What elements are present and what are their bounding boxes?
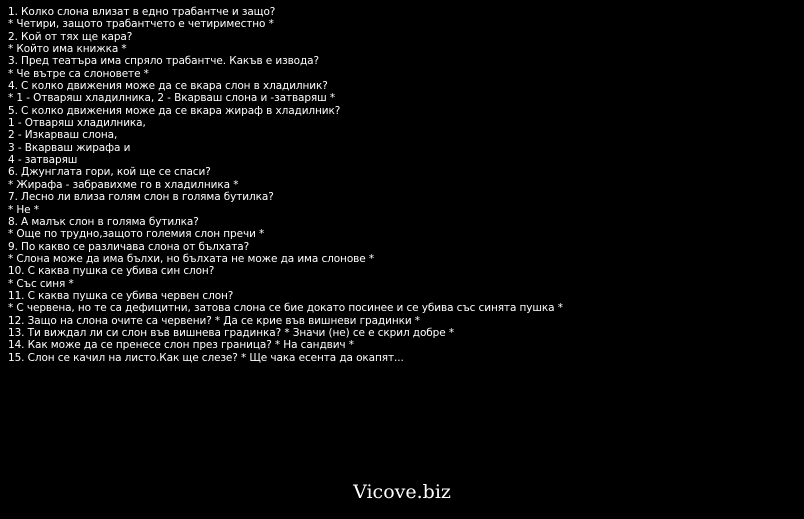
- text-line: 7. Лесно ли влиза голям слон в голяма бутилка?: [8, 191, 274, 204]
- text-line: 11. С каква пушка се убива червен слон?: [8, 289, 234, 302]
- text-line: 15. Слон се качил на листо.Как ще слезе? * Ще чака есента да окапят...: [8, 351, 404, 364]
- text-line: 5. С колко движения може да се вкара жираф в хладилник?: [8, 104, 341, 117]
- text-line: * Със синя *: [8, 277, 74, 290]
- text-line: 3. Пред театъра има спряло трабантче. Какъв е извода?: [8, 55, 319, 68]
- text-line: 3 - Вкарваш жирафа и: [8, 141, 131, 154]
- text-line: * С червена, но те са дефицитни, затова слона се бие докато посинее и се убива със синята пушка *: [8, 302, 563, 315]
- text-line: * Жирафа - забравихме го в хладилника *: [8, 178, 239, 191]
- site-name-footer: Vicove.biz: [353, 481, 451, 503]
- text-line: * Че вътре са слоновете *: [8, 67, 149, 80]
- text-line: 10. С каква пушка се убива син слон?: [8, 265, 215, 278]
- jokes-text-block: [8, 6, 568, 364]
- text-line: * Още по трудно,защото големия слон пречи *: [8, 228, 265, 241]
- text-line: * Четири, защото трабантчето е четириместно *: [8, 18, 274, 31]
- text-line: 2 - Изкарваш слона,: [8, 129, 118, 142]
- text-line: * Слона може да има бълхи, но бълхата не може да има слонове *: [8, 252, 374, 265]
- text-line: 1 - Отваряш хладилника,: [8, 117, 146, 130]
- text-line: 2. Кой от тях ще кара?: [8, 30, 133, 43]
- text-line: 9. По какво се различава слона от бълхата?: [8, 240, 250, 253]
- text-line: * Не *: [8, 203, 39, 216]
- text-line: * 1 - Отваряш хладилника, 2 - Вкарваш слона и -затваряш *: [8, 92, 336, 105]
- text-line: 4 - затваряш: [8, 154, 78, 167]
- text-line: 6. Джунглата гори, кой ще се спаси?: [8, 166, 211, 179]
- text-line: 14. Как може да се пренесе слон през граница? * На сандвич *: [8, 339, 354, 352]
- text-line: 12. Защо на слона очите са червени? * Да се крие във вишневи градинки *: [8, 314, 420, 327]
- text-line: 13. Ти виждал ли си слон във вишнева градинка? * Значи (не) се е скрил добре *: [8, 326, 454, 339]
- text-line: 4. С колко движения може да се вкара слон в хладилник?: [8, 80, 328, 93]
- text-line: 1. Колко слона влизат в едно трабантче и защо?: [8, 6, 276, 18]
- text-line: 8. А малък слон в голяма бутилка?: [8, 215, 199, 228]
- text-line: * Който има книжка *: [8, 43, 127, 56]
